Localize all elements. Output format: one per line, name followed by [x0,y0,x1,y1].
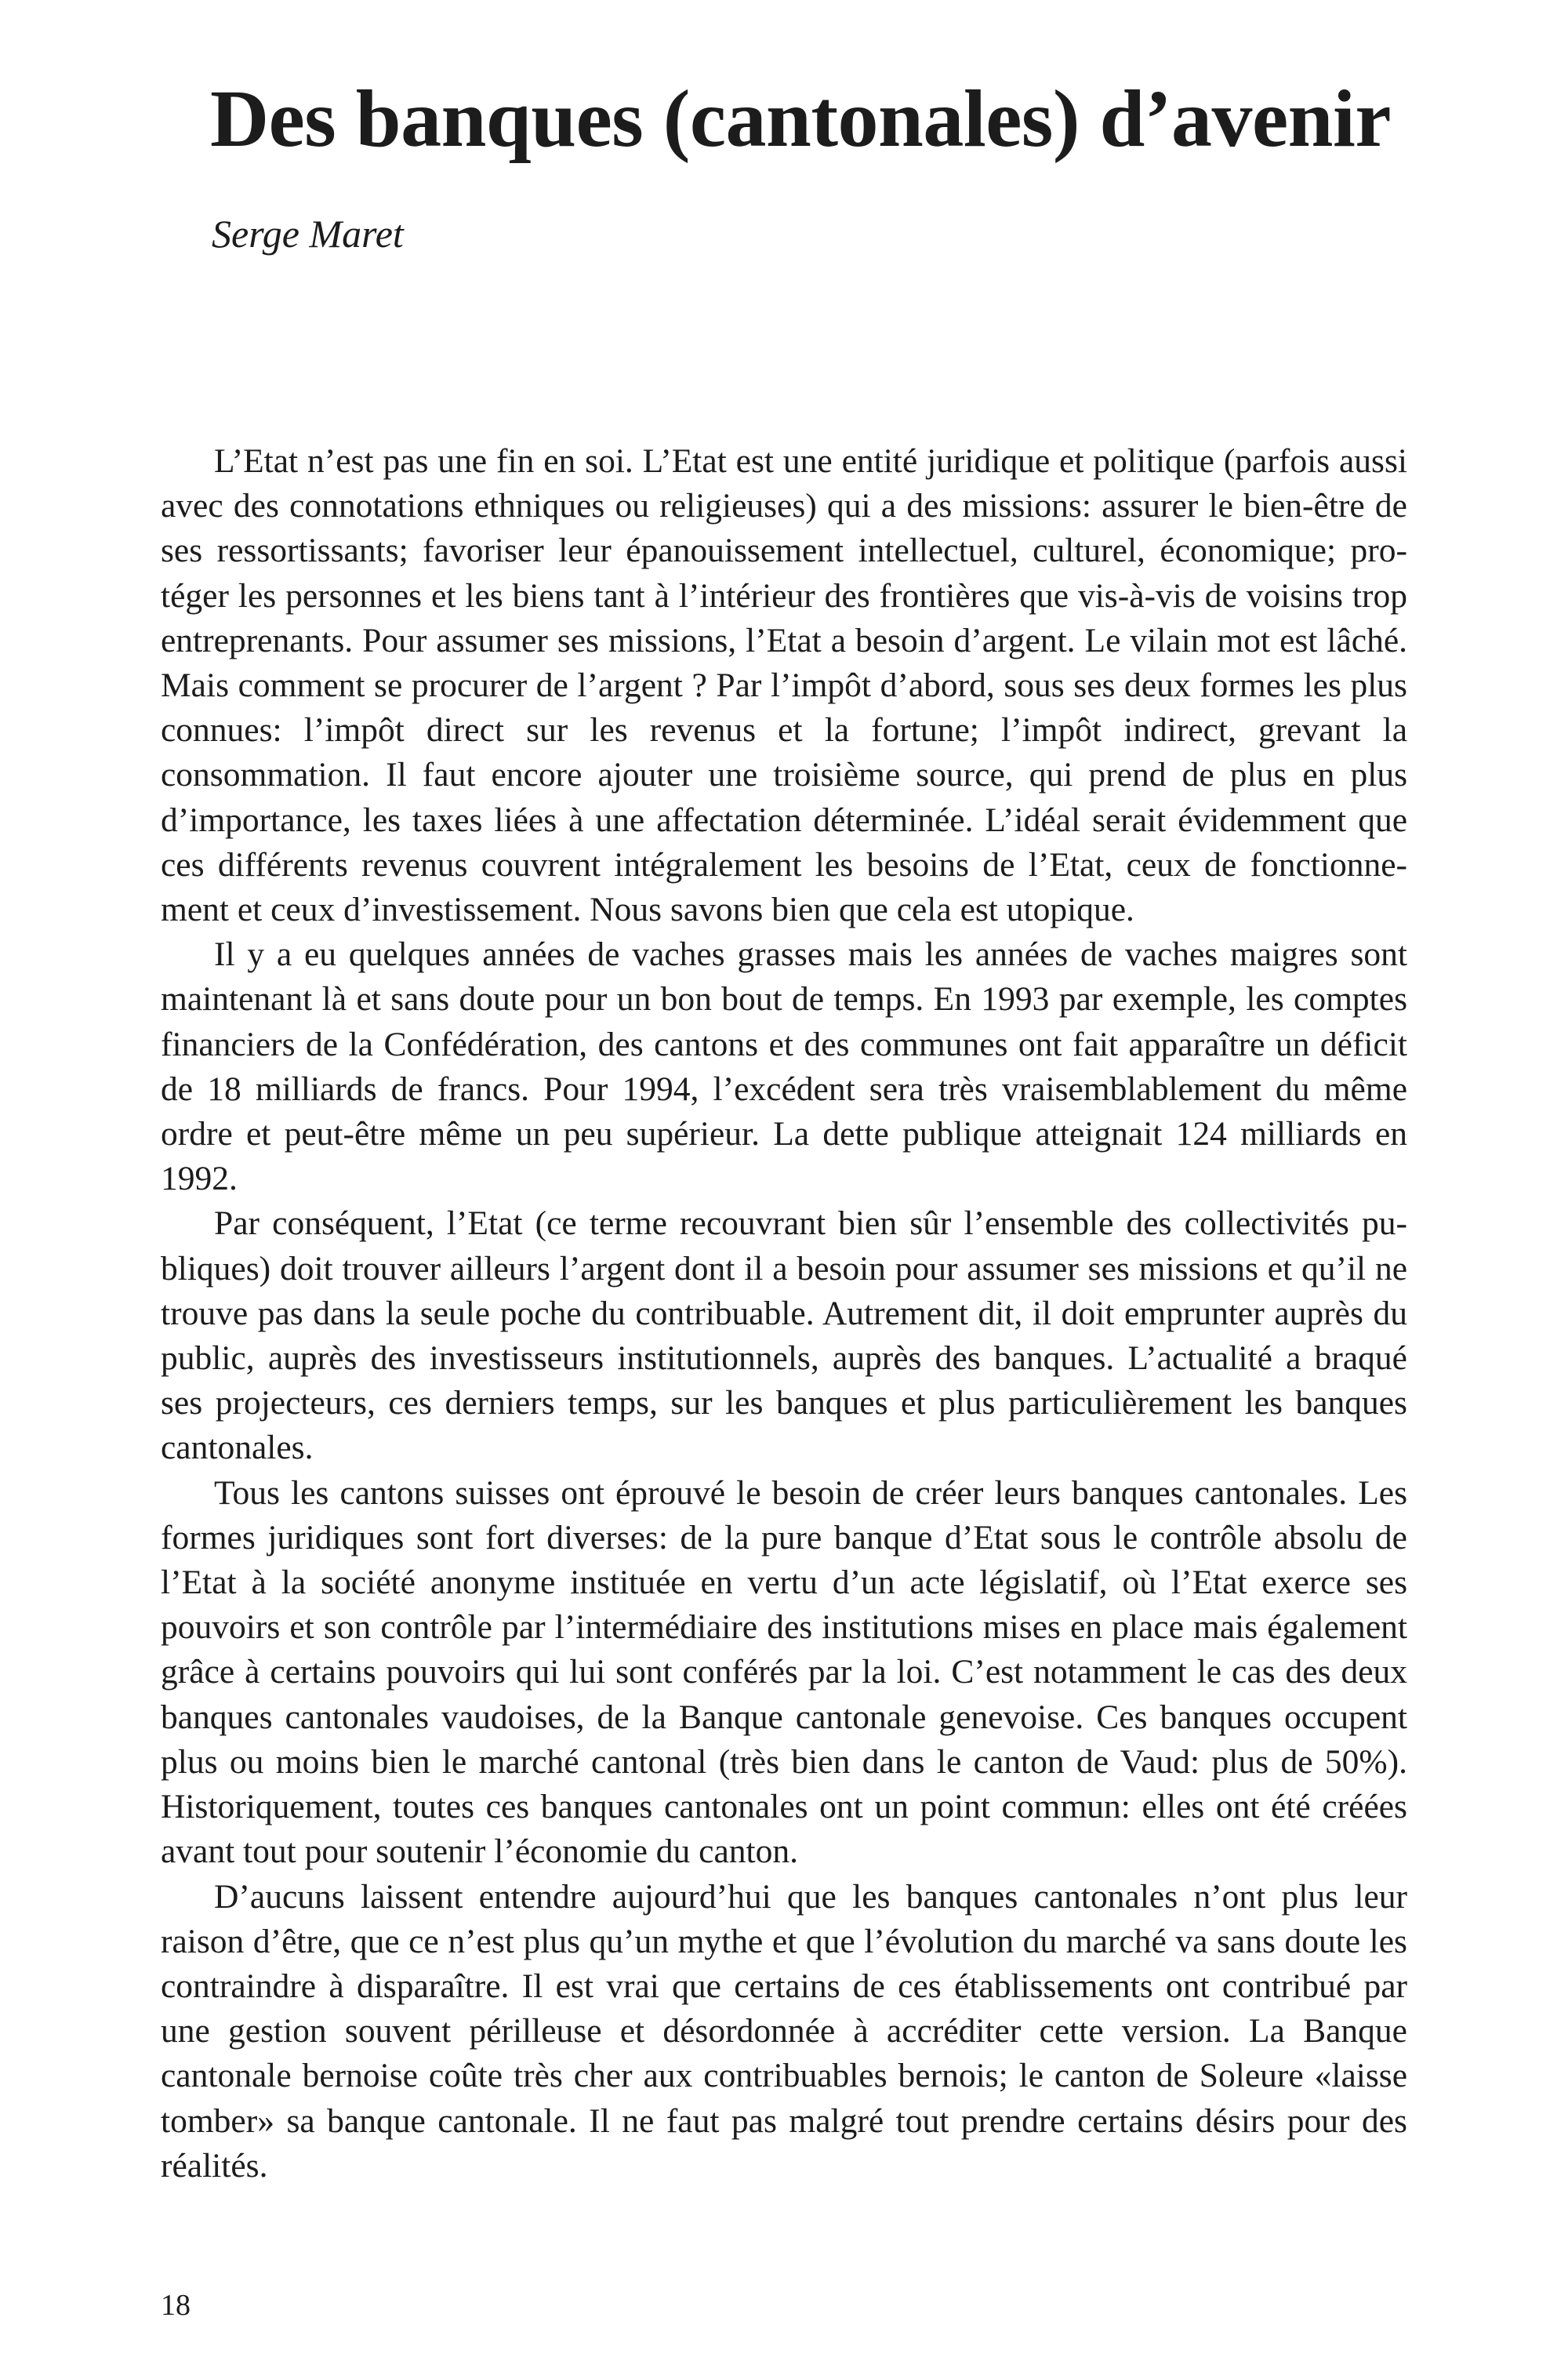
body-paragraph: Tous les cantons suisses ont éprouvé le besoin de créer leurs banques cantonales. Les formes juridiques sont fort diverses: de la pure banque d’Etat sous le contrôle absolu de l’Etat à la société anonyme instituée en vertu d’un acte législatif, où l’Etat exerce ses pouvoirs et son contrôle par l’intermédiaire des institutions mises en place mais également grâce à certains pouvoirs qui lui sont conférés par la loi. C’est notamment le cas des deux banques cantonales vaudoises, de la Banque cantonale genevoise. Ces banques occupent plus ou moins bien le marché cantonal (très bien dans le canton de Vaud: plus de 50%). Historiquement, toutes ces banques cantonales ont un point commun: elles ont été créées avant tout pour soutenir l’économie du canton. [161,1473,1407,1871]
body-paragraph: L’Etat n’est pas une fin en soi. L’Etat est une entité juridique et politique (parfois aussi avec des connotations ethniques ou religieuses) qui a des missions: assurer le bien-être de ses ressortissants; favoriser leur épanouissement intellectuel, culturel, économique; protéger les personnes et les biens tant à l’intérieur des frontières que vis-à-vis de voisins trop entreprenants. Pour assumer ses missions, l’Etat a besoin d’argent. Le vilain mot est lâché. Mais comment se procurer de l’argent ? Par l’impôt d’abord, sous ses deux formes les plus connues: l’impôt direct sur les revenus et la fortune; l’impôt indirect, grevant la consommation. Il faut encore ajouter une troisième source, qui prend de plus en plus d’importance, les taxes liées à une affectation déterminée. L’idéal serait évidemment que ces différents revenus couvrent intégralement les besoins de l’Etat, ceux de fonctionnement et ceux d’investissement. Nous savons bien que cela est utopique. [161,442,1407,929]
body-paragraph: Il y a eu quelques années de vaches grasses mais les années de vaches maigres sont maintenant là et sans doute pour un bon bout de temps. En 1993 par exemple, les comptes financiers de la Confédération, des cantons et des communes ont fait apparaître un déficit de 18 milliards de francs. Pour 1994, l’excédent sera très vraisemblablement du même ordre et peut-être même un peu supérieur. La dette publique atteignait 124 milliards en 1992. [161,935,1407,1198]
article-title: Des banques (cantonales) d’avenir [210,74,1392,164]
article-author: Serge Maret [212,212,404,256]
body-paragraph: Par conséquent, l’Etat (ce terme recouvrant bien sûr l’ensemble des collectivités publiques) doit trouver ailleurs l’argent dont il a besoin pour assumer ses missions et qu’il ne trouve pas dans la seule poche du contribuable. Autrement dit, il doit emprunter auprès du public, auprès des investisseurs institutionnels, auprès des banques. L’actualité a braqué ses projecteurs, ces derniers temps, sur les banques et plus particulièrement les banques cantonales. [161,1204,1407,1467]
article-body [161,439,1407,2188]
body-paragraph: D’aucuns laissent entendre aujourd’hui que les banques cantonales n’ont plus leur raison d’être, que ce n’est plus qu’un mythe et que l’évolution du marché va sans doute les contraindre à disparaître. Il est vrai que certains de ces établissements ont contribué par une gestion souvent périlleuse et désordonnée à accréditer cette version. La Banque cantonale bernoise coûte très cher aux contribuables bernois; le canton de Soleure «laisse tomber» sa banque cantonale. Il ne faut pas malgré tout prendre certains désirs pour des réalités. [161,1877,1407,2185]
page-number: 18 [161,2289,191,2322]
